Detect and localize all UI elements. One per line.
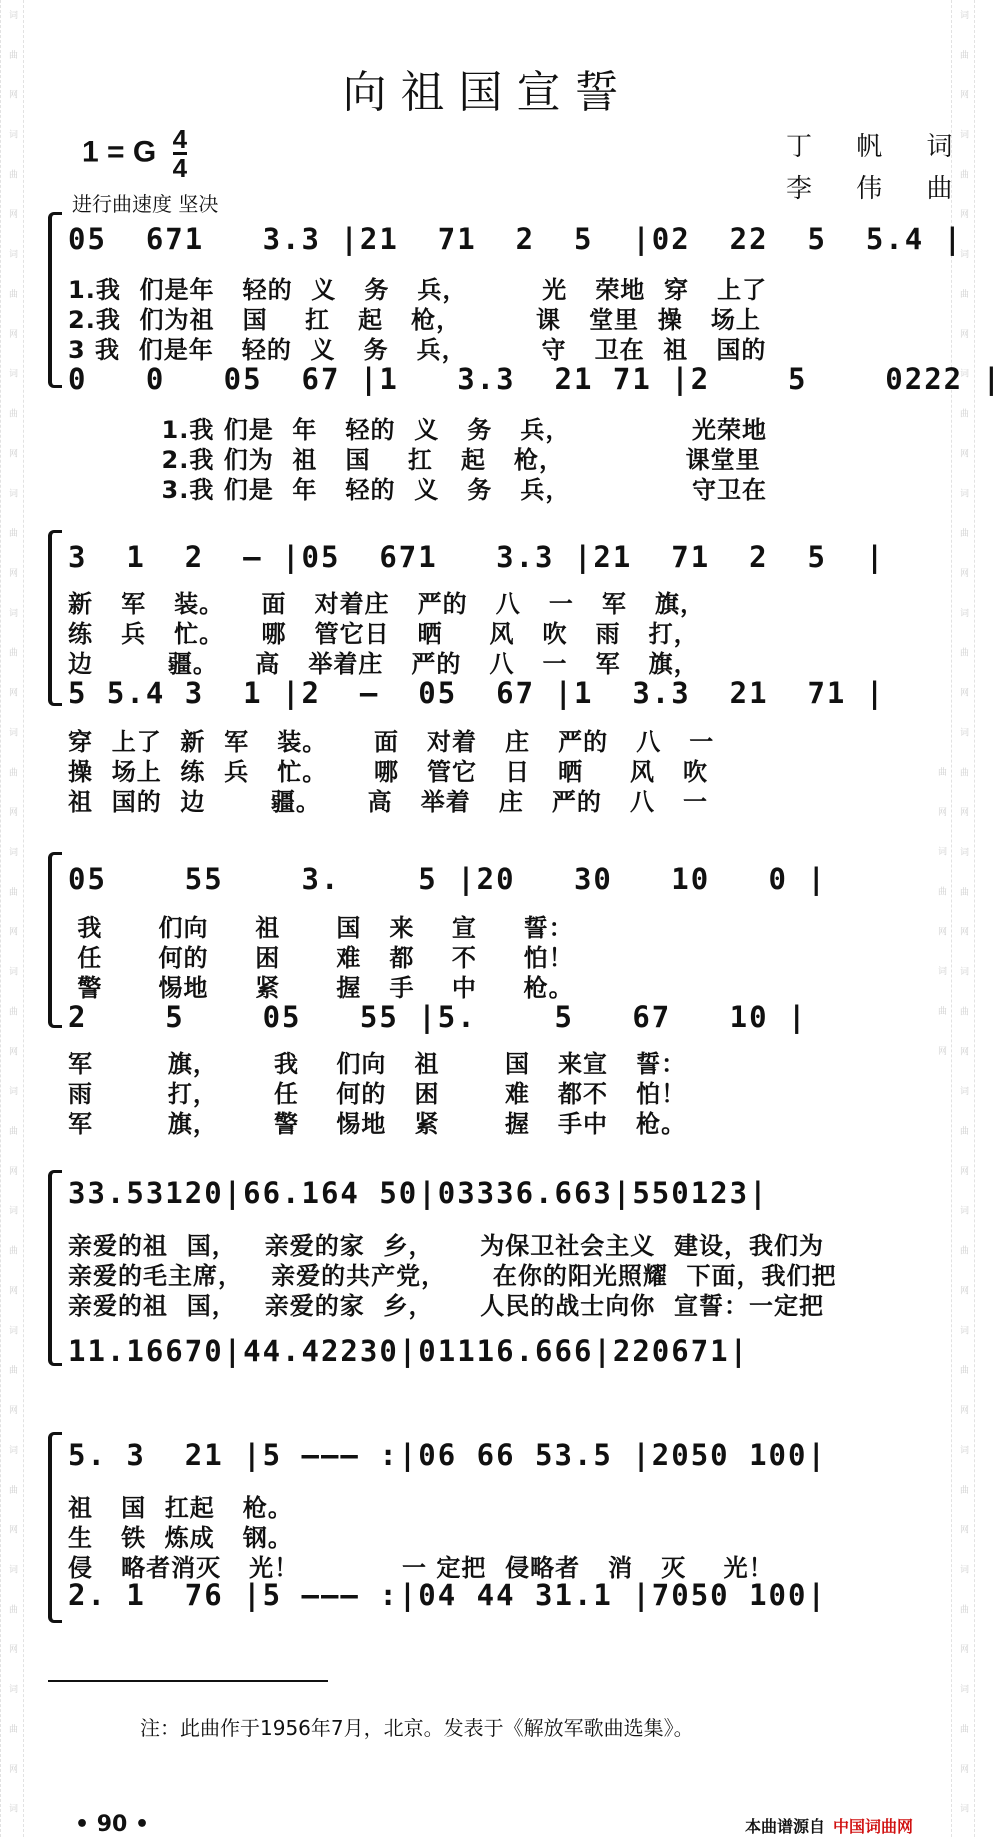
lower-notes: 5 5.4 3 1 |2 — 05 67 |1 3.3 21 71 | — [68, 676, 886, 710]
system-brace — [48, 212, 62, 388]
system-brace — [48, 1432, 62, 1623]
source-site-link[interactable]: 中国词曲网 — [833, 1817, 914, 1836]
lyric-line: 穿 上了 新 军 装。 面 对着 庄 严的 八 一 — [68, 728, 715, 756]
lyric-line: 军 旗， 警 惕地 紧 握 手中 枪。 — [68, 1110, 687, 1138]
key-signature — [82, 126, 187, 181]
lower-notes: 2 5 05 55 |5. 5 67 10 | — [68, 1000, 808, 1034]
score-system-5 — [48, 1432, 920, 1617]
time-bottom: 4 — [172, 153, 188, 183]
score-system-1 — [48, 212, 1002, 504]
upper-notes: 33.53120|66.164 50|03336.663|550123| — [68, 1176, 769, 1210]
upper-notes: 05 55 3. 5 |20 30 10 0 | — [68, 862, 827, 896]
upper-notes: 3 1 2 — |05 671 3.3 |21 71 2 5 | — [68, 540, 886, 574]
lyric-line: 生 铁 炼成 钢。 — [68, 1524, 293, 1552]
lyric-line: 操 场上 练 兵 忙。 哪 管它 日 晒 风 吹 — [68, 758, 709, 786]
lyric-line: 3 我 们是年 轻的 义 务 兵， 守 卫在 祖 国的 — [68, 336, 767, 364]
lyric-line: 3.我 们是 年 轻的 义 务 兵， 守卫在 — [68, 476, 767, 504]
footnote: 注：此曲作于1956年7月，北京。发表于《解放军歌曲选集》。 — [140, 1716, 694, 1740]
page-number: • 90 • — [75, 1812, 150, 1837]
song-title: 向祖国宣誓 — [342, 67, 633, 118]
lower-notes: 0 0 05 67 |1 3.3 21 71 |2 5 0222 | — [68, 362, 1002, 396]
lyric-line: 祖 国的 边 疆。 高 举着 庄 严的 八 一 — [68, 788, 709, 816]
system-brace — [48, 852, 62, 1028]
lyric-line: 练 兵 忙。 哪 管它日 晒 风 吹 雨 打， — [68, 620, 699, 648]
upper-notes: 05 671 3.3 |21 71 2 5 |02 22 5 5.4 | — [68, 222, 964, 256]
composer: 李 伟 曲 — [786, 174, 971, 204]
score-system-2 — [48, 530, 920, 816]
left-watermark: 词 曲 网 词 曲 网 词 曲 网 词 曲 网 词 曲 网 词 曲 网 词 曲 网 词 曲 网 词 曲 网 词 曲 网 词 曲 网 词 曲 网 词 曲 网 词 曲 网 词 曲 网 词 — [0, 0, 24, 1837]
lyric-line: 祖 国 扛起 枪。 — [68, 1494, 293, 1522]
score-system-3 — [48, 852, 920, 1138]
lyric-line: 2.我 们为祖 国 扛 起 枪， 课 堂里 操 场上 — [68, 306, 761, 334]
time-top: 4 — [172, 124, 188, 154]
system-brace — [48, 530, 62, 706]
lyric-line: 侵 略者消灭 光！ 一 定把 侵略者 消 灭 光！ — [68, 1554, 774, 1582]
lyric-line: 警 惕地 紧 握 手 中 枪。 — [68, 974, 574, 1002]
score-system-4 — [48, 1170, 920, 1368]
lyric-line: 1.我 们是年 轻的 义 务 兵， 光 荣地 穿 上了 — [68, 276, 768, 304]
system-brace — [48, 1170, 62, 1366]
source-credit — [745, 1814, 913, 1837]
source-label: 本曲谱源自 — [745, 1817, 826, 1836]
lyricist: 丁 帆 词 — [786, 132, 971, 162]
upper-notes: 5. 3 21 |5 ——— :|06 66 53.5 |2050 100| — [68, 1438, 827, 1472]
time-signature — [173, 126, 187, 181]
lyric-line: 雨 打， 任 何的 困 难 都不 怕！ — [68, 1080, 687, 1108]
lyric-line: 亲爱的毛主席， 亲爱的共产党， 在你的阳光照耀 下面，我们把 — [68, 1262, 837, 1290]
lyric-line: 我 们向 祖 国 来 宣 誓： — [68, 914, 574, 942]
lyric-line: 1.我 们是 年 轻的 义 务 兵， 光荣地 — [68, 416, 767, 444]
lower-notes: 11.16670|44.42230|01116.666|220671| — [68, 1334, 750, 1368]
lyric-line: 新 军 装。 面 对着庄 严的 八 一 军 旗， — [68, 590, 705, 618]
lyric-line: 2.我 们为 祖 国 扛 起 枪， 课堂里 — [68, 446, 761, 474]
lyric-line: 亲爱的祖 国， 亲爱的家 乡， 人民的战士向你 宣誓：一定把 — [68, 1292, 824, 1320]
lyric-line: 亲爱的祖 国， 亲爱的家 乡， 为保卫社会主义 建设，我们为 — [68, 1232, 824, 1260]
right-watermark: 词 曲 网 词 曲 网 词 曲 网 词 曲 网 词 曲 网 词 曲 网 词 曲 网 词 曲 网 词 曲 网 词 曲 网 词 曲 网 词 曲 网 词 曲 网 词 曲 网 词 曲 网 词 曲 网 词 曲 网 词 曲 网 — [951, 0, 975, 1837]
footnote-rule — [48, 1680, 328, 1682]
key-label: 1 = G — [82, 135, 157, 169]
lyric-line: 任 何的 困 难 都 不 怕！ — [68, 944, 574, 972]
tempo-marking: 进行曲速度 坚决 — [72, 192, 219, 216]
lyric-line: 边 疆。 高 举着庄 严的 八 一 军 旗， — [68, 650, 699, 678]
lyric-line: 军 旗， 我 们向 祖 国 来宣 誓： — [68, 1050, 687, 1078]
lower-notes: 2. 1 76 |5 ——— :|04 44 31.1 |7050 100| — [68, 1578, 827, 1612]
